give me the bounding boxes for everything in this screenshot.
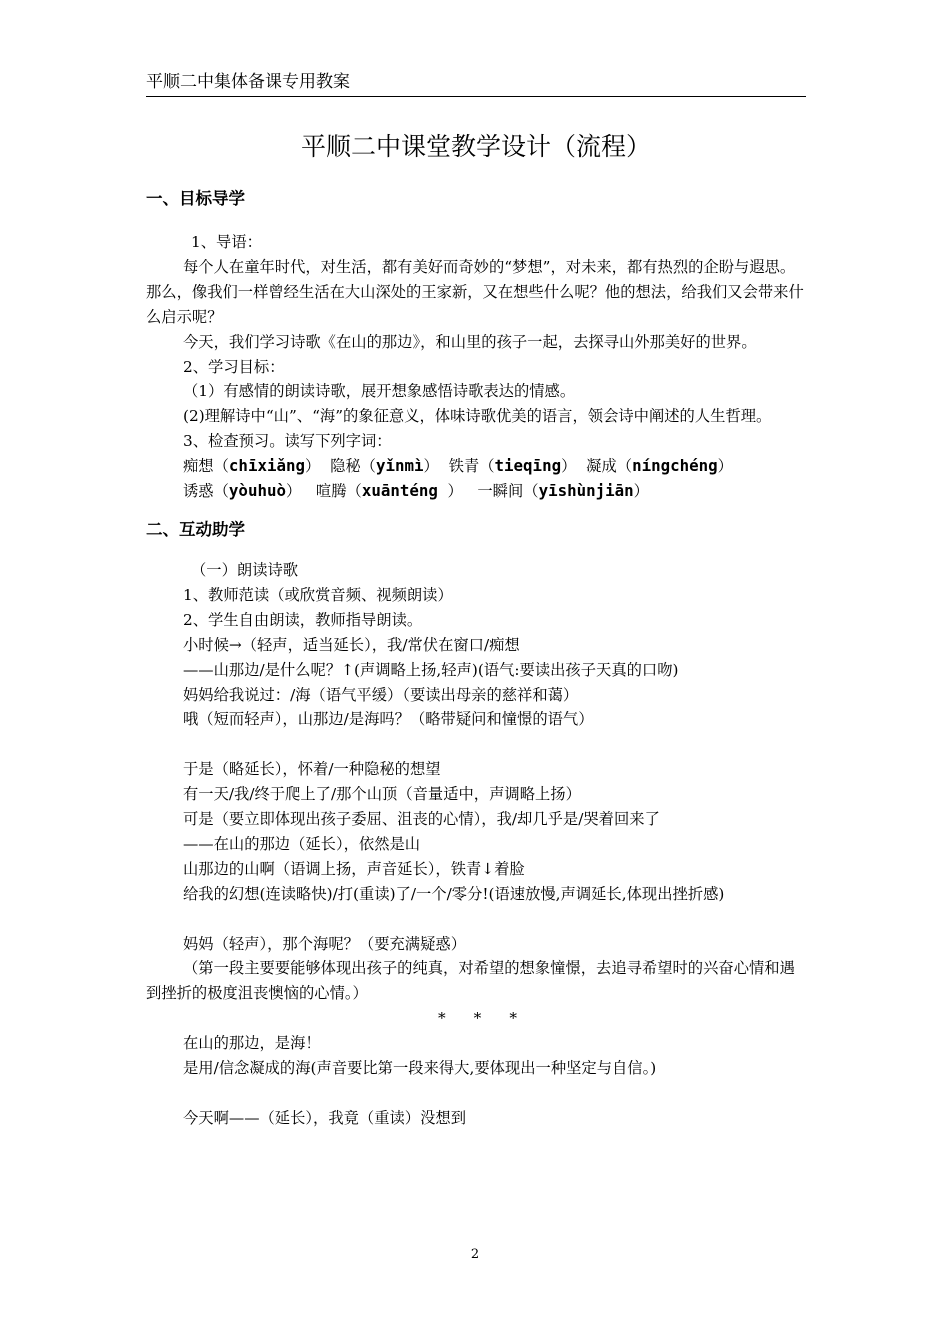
section-divider-stars: * * * xyxy=(438,1009,517,1028)
poem-line: 于是（略延长），怀着/一种隐秘的想望 xyxy=(183,760,441,779)
blank-line xyxy=(146,907,809,932)
vocab-item: 一瞬间（yīshùnjiān） xyxy=(477,481,649,501)
page-title: 平顺二中课堂教学设计（流程） xyxy=(300,132,651,161)
subsection-reading: （一）朗读诗歌 xyxy=(191,560,299,579)
blank-line xyxy=(146,1081,809,1106)
goal-1: （1）有感情的朗读诗歌，展开想象感悟诗歌表达的情感。 xyxy=(183,382,576,401)
summary-note: （第一段主要要能够体现出孩子的纯真，对希望的想象憧憬，去追寻希望时的兴奋心情和遇到挫折的极度沮丧懊恼的心情。） xyxy=(146,959,795,1003)
blank-line xyxy=(146,732,809,757)
poem-line: 哦（短而轻声），山那边/是海吗？（略带疑问和憧憬的语气） xyxy=(183,710,594,729)
document-body xyxy=(146,186,809,1131)
poem-line: 妈妈给我说过：/海（语气平缓）（要读出母亲的慈祥和蔼） xyxy=(183,685,579,704)
preview-label: 3、检查预习。读写下列字词： xyxy=(183,432,392,451)
poem-line: 给我的幻想(连读略快)/打(重读)了/一个/零分!(语速放慢,声调延长,体现出挫折感) xyxy=(183,884,725,903)
vocab-item: 痴想（chīxiǎng） xyxy=(183,456,321,476)
poem-line: 妈妈（轻声），那个海呢？（要充满疑惑） xyxy=(183,934,466,953)
step-1: 1、教师范读（或欣赏音频、视频朗读） xyxy=(183,585,453,604)
goals-label: 2、学习目标： xyxy=(183,357,285,376)
intro-paragraph-1: 每个人在童年时代，对生活，都有美好而奇妙的“梦想”，对未来，都有热烈的企盼与遐思。那么，像我们一样曾经生活在大山深处的王家新，又在想些什么呢？他的想法，给我们又会带来什么启示呢？ xyxy=(146,257,804,326)
poem-line: 山那边的山啊（语调上扬，声音延长），铁青↓着脸 xyxy=(183,859,525,878)
poem-line: 是用/信念凝成的海(声音要比第一段来得大,要体现出一种坚定与自信。) xyxy=(183,1059,657,1078)
vocab-item: 诱惑（yòuhuò） xyxy=(183,481,302,501)
intro-label: 1、导语： xyxy=(191,233,262,251)
vocab-item: 隐秘（yǐnmì） xyxy=(330,456,439,476)
poem-line: 有一天/我/终于爬上了/那个山顶（音量适中，声调略上扬） xyxy=(183,785,581,804)
page-header: 平顺二中集体备课专用教案 xyxy=(146,70,806,97)
poem-line: ——在山的那边（延长），依然是山 xyxy=(183,834,421,853)
poem-line: 小时候→（轻声，适当延长），我/常伏在窗口/痴想 xyxy=(183,635,520,654)
vocab-row-2 xyxy=(146,479,809,504)
vocab-item: 凝成（níngchéng） xyxy=(586,456,733,476)
poem-line: 今天啊——（延长），我竟（重读）没想到 xyxy=(183,1108,466,1127)
poem-line: 可是（要立即体现出孩子委屈、沮丧的心情），我/却几乎是/哭着回来了 xyxy=(183,810,660,829)
goal-2: (2)理解诗中“山”、“海”的象征意义，体味诗歌优美的语言，领会诗中阐述的人生哲理。 xyxy=(183,407,772,426)
poem-line: ——山那边/是什么呢？↑(声调略上扬,轻声)(语气:要读出孩子天真的口吻) xyxy=(183,660,679,679)
vocab-item: 喧腾（xuānténg ） xyxy=(315,481,463,501)
section-heading-goals: 一、目标导学 xyxy=(146,189,245,208)
vocab-row-1 xyxy=(146,454,809,479)
vocab-item: 铁青（tieqīng） xyxy=(448,456,577,476)
section-heading-interaction: 二、互动助学 xyxy=(146,519,245,539)
intro-paragraph-2: 今天，我们学习诗歌《在山的那边》，和山里的孩子一起，去探寻山外那美好的世界。 xyxy=(183,332,757,351)
step-2: 2、学生自由朗读，教师指导朗读。 xyxy=(183,610,423,629)
poem-line: 在山的那边，是海！ xyxy=(183,1034,321,1053)
page-number: 2 xyxy=(470,1247,480,1262)
